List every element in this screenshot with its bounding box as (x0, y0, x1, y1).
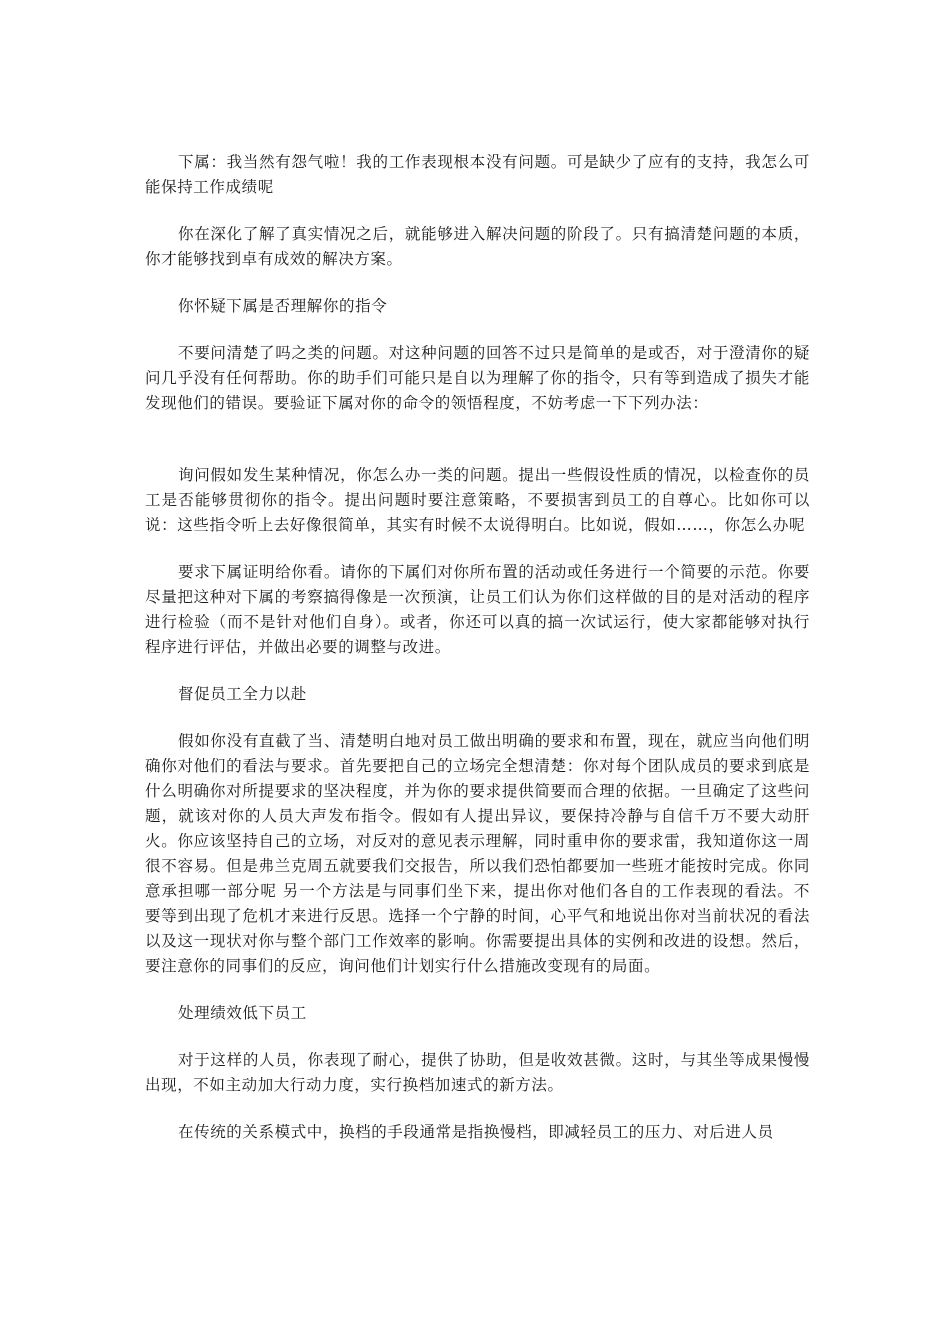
paragraph-dont-ask-clear: 不要问清楚了吗之类的问题。对这种问题的回答不过只是简单的是或否，对于澄清你的疑问几乎没有任何帮助。你的助手们可能只是自以为理解了你的指令，只有等到造成了损失才能发现他们的错误。要验证下属对你的命令的领悟程度，不妨考虑一下下列办法： (145, 344, 810, 412)
heading-doubt-understanding: 你怀疑下属是否理解你的指令 (178, 297, 388, 315)
paragraph-subordinate-complaint: 下属：我当然有怨气啦！我的工作表现根本没有问题。可是缺少了应有的支持，我怎么可能保持工作成绩呢 (145, 153, 810, 196)
heading-low-performers: 处理绩效低下员工 (178, 1004, 307, 1022)
heading-urge-employees: 督促员工全力以赴 (178, 685, 307, 703)
document-body (145, 150, 810, 1145)
paragraph-clear-requirements: 假如你没有直截了当、清楚明白地对员工做出明确的要求和布置，现在，就应当向他们明确你对他们的看法与要求。首先要把自己的立场完全想清楚：你对每个团队成员的要求到底是什么明确你对所提要求的坚决程度，并为你的要求提供简要而合理的依据。一旦确定了这些问题，就该对你的人员大声发布指令。假如有人提出异议，要保持冷静与自信千万不要大动肝火。你应该坚持自己的立场，对反对的意见表示理解，同时重申你的要求雷，我知道你这一周很不容易。但是弗兰克周五就要我们交报告，所以我们恐怕都要加一些班才能按时完成。你同意承担哪一部分呢 另一个方法是与同事们坐下来，提出你对他们各自的工作表现的看法。不要等到出现了危机才来进行反思。选择一个宁静的时间，心平气和地说出你对当前状况的看法以及这一现状对你与整个部门工作效率的影响。你需要提出具体的实例和改进的设想。然后，要注意你的同事们的反应，询问他们计划实行什么措施改变现有的局面。 (145, 732, 810, 975)
paragraph-ask-hypothetical: 询问假如发生某种情况，你怎么办一类的问题。提出一些假设性质的情况，以检查你的员工是否能够贯彻你的指令。提出问题时要注意策略，不要损害到员工的自尊心。比如你可以说：这些指令听上去好像很简单，其实有时候不太说得明白。比如说，假如……，你怎么办呢 (145, 466, 810, 534)
paragraph-solve-problem: 你在深化了解了真实情况之后，就能够进入解决问题的阶段了。只有搞清楚问题的本质，你才能够找到卓有成效的解决方案。 (145, 225, 810, 268)
paragraph-ask-demonstration: 要求下属证明给你看。请你的下属们对你所布置的活动或任务进行一个简要的示范。你要尽量把这种对下属的考察搞得像是一次预演，让员工们认为你们这样做的目的是对活动的程序进行检验（而不是针对他们自身）。或者，你还可以真的搞一次试运行，使大家都能够对执行程序进行评估，并做出必要的调整与改进。 (145, 563, 810, 656)
paragraph-patience: 对于这样的人员，你表现了耐心，提供了协助，但是收效甚微。这时，与其坐等成果慢慢出现，不如主动加大行动力度，实行换档加速式的新方法。 (145, 1051, 810, 1094)
paragraph-traditional-model: 在传统的关系模式中，换档的手段通常是指换慢档，即减轻员工的压力、对后进人员 (178, 1123, 774, 1141)
